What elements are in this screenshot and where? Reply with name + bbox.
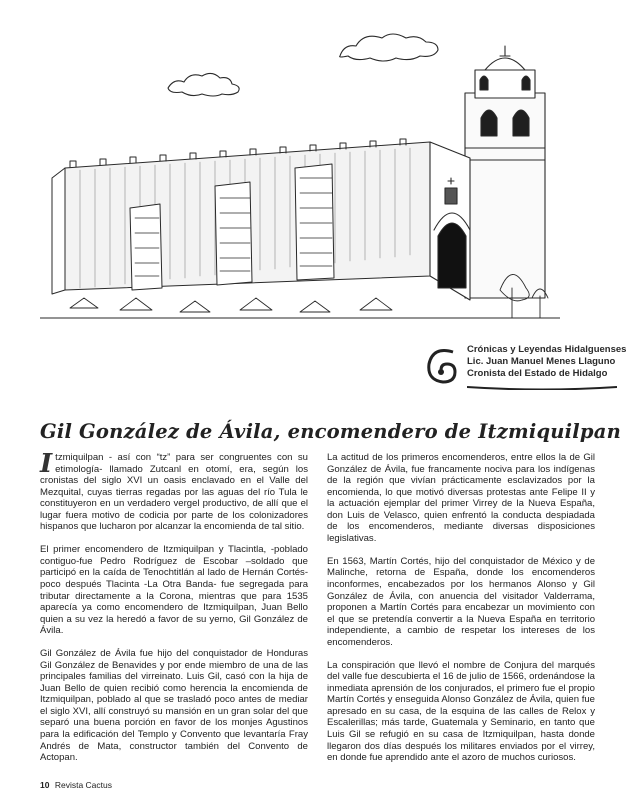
- page-number: 10: [40, 780, 50, 790]
- page-footer: [40, 780, 112, 790]
- paragraph: Itzmiquilpan - así con “tz” para ser congruentes con su etimología- llamado Zutcanl en otomí, era, según los cronistas del siglo XVI un oasis enclavado en el Valle del Mezquital, cuyas tierras regadas por las aguas del río Tula le constituyeron en un verdadero vergel productivo, de allí que el lugar fuera motivo de codicia por parte de los colonizadores hispanos que lucharon por alcanzar la encomienda de tal sitio.: [40, 449, 308, 533]
- paragraph: El primer encomendero de Itzmiquilpan y Tlacintla, -poblado contiguo-fue Pedro Rodríguez de Escobar –soldado que participó en la caída de Tenochtitlán al lado de Hernán Cortés- poco después Tlacinta -La Otra Banda- fue segregada para tributar directamente a la Corona, mientras que para 1535 aparecía ya como encomendero de Itzmiquilpan, Juan Bello quien a su vez la heredó a favor de su yerno, Gil González de Ávila.: [40, 544, 308, 637]
- series-title: Crónicas y Leyendas Hidalguenses: [467, 344, 627, 355]
- author-name: Lic. Juan Manuel Menes Llaguno: [467, 356, 616, 367]
- bell-tower: [465, 46, 545, 298]
- church-illustration: [40, 18, 560, 340]
- article-title: Gil González de Ávila, encomendero de Itzmiquilpan: [40, 420, 621, 443]
- author-role: Cronista del Estado de Hidalgo: [467, 368, 608, 379]
- cloud-left: [168, 73, 239, 96]
- church-facade: [430, 142, 470, 300]
- cloud-right: [340, 34, 438, 61]
- publication-name: Revista Cactus: [54, 780, 113, 790]
- swirl-ornament-icon: [423, 342, 463, 392]
- author-byline: [423, 340, 627, 404]
- right-column: [327, 452, 595, 775]
- byline-rule: [467, 384, 617, 390]
- paragraph: Gil González de Ávila fue hijo del conquistador de Honduras Gil González de Benavides y por ende miembro de una de las principales familias del virreinato. Luis Gil, casó con la hija de Juan Bello de quien recibió como herencia la encomienda de Itzmiquilpan, poblado al que se trasladó poco antes de mediar el siglo XVI, allí construyó su mansión en un gran solar del que separó una buena porción en favor de los monjes Agustinos para la edificación del Templo y Convento que levantaría Fray Andrés de Mata, constructor también del Convento de Actopan.: [40, 648, 308, 764]
- left-column: [40, 449, 308, 775]
- church-nave: [52, 139, 430, 294]
- paragraph: La conspiración que llevó el nombre de Conjura del marqués del valle fue descubierta el 16 de julio de 1566, ordenándose la inmediata aprensión de los conjurados, el primero fue el propio Martín Cortés y enseguida Alonso González de Ávila, quien fue apresado en su casa, de la esquina de las calles de Relox y Escalerillas; más tarde, Guatemala y Seminario, en tanto que Luis Gil se refugió en su casa de Itzmiquilpan, hasta donde llegaron dos días después los militares enviados por el virrey, en donde fue aprendido ante el azoro de muchos curiosos.: [327, 659, 595, 764]
- drop-cap: I: [40, 449, 53, 479]
- paragraph: La actitud de los primeros encomenderos, entre ellos la de Gil González de Ávila, fue francamente nociva para los indígenas de la región que vivían prácticamente esclavizados por la encomienda, lo que motivó diversas protestas ante Felipe II y la actuación ejemplar del primer Virrey de la Nueva España, don Luis de Velasco, quien enfrentó la conducta despiadada de los encomenderos, mediante diversas disposiciones legislativas.: [327, 452, 595, 544]
- paragraph: En 1563, Martín Cortés, hijo del conquistador de México y de Malinche, retorna de España, donde los encomenderos inconformes, encabezados por los hermanos Alonso y Gil González de Ávila, con anuencia del visitador Valderrama, proponen a Martín Cortés para encabezar un movimiento con el que se pretendía convertir a la Nueva España en territorio independiente, a cambio de respetar los intereses de los encomenderos.: [327, 555, 595, 648]
